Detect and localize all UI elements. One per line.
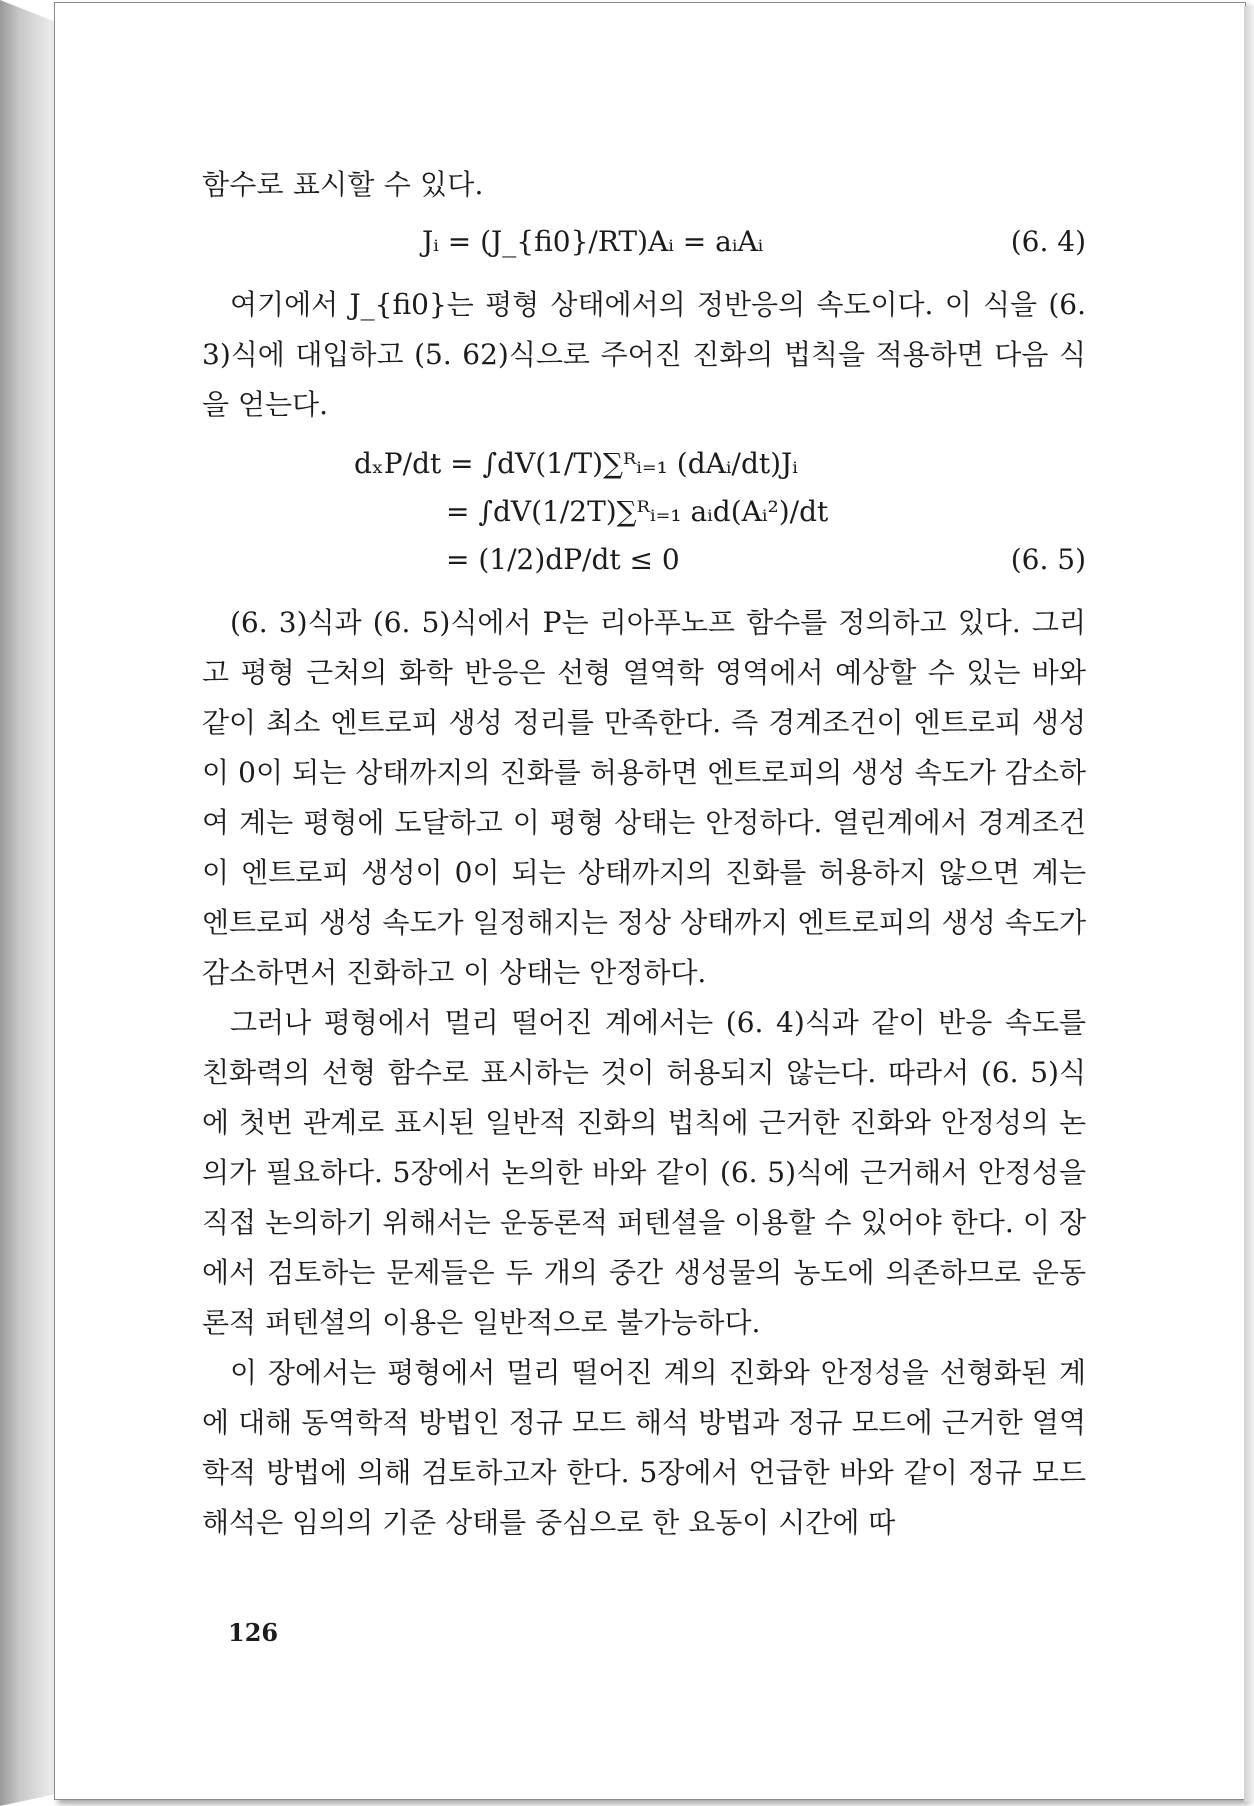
page-content — [202, 160, 1086, 1548]
page-edge-shadow — [1244, 6, 1254, 1802]
paragraph-1: 여기에서 J_{fi0}는 평형 상태에서의 정반응의 속도이다. 이 식을 (6. 3)식에 대입하고 (5. 62)식으로 주어진 진화의 법칙을 적용하면 다음 식을 얻는다. — [202, 288, 1086, 421]
equation-6-5-line-1 — [202, 440, 1086, 488]
paragraph-3: 그러나 평형에서 멀리 떨어진 계에서는 (6. 4)식과 같이 반응 속도를 친화력의 선형 함수로 표시하는 것이 허용되지 않는다. 따라서 (6. 5)식에 첫번 관계로 표시된 일반적 진화의 법칙에 근거한 진화와 안정성의 논의가 필요하다. 5장에서 논의한 바와 같이 (6. 5)식에 근거해서 안정성을 직접 논의하기 위해서는 운동론적 퍼텐셜을 이용할 수 있어야 한다. 이 장에서 검토하는 문제들은 두 개의 중간 생성물의 농도에 의존하므로 운동론적 퍼텐셜의 이용은 일반적으로 불가능하다. — [202, 1006, 1086, 1339]
page-number: 126 — [228, 1618, 279, 1647]
equation-number: (6. 4) — [1010, 225, 1086, 258]
text-line: 함수로 표시할 수 있다. — [202, 168, 484, 201]
equation-body: = (1/2)dP/dt ≤ 0 — [446, 543, 680, 576]
paragraph-4: 이 장에서는 평형에서 멀리 떨어진 계의 진화와 안정성을 선형화된 계에 대해 동역학적 방법인 정규 모드 해석 방법과 정규 모드에 근거한 열역학적 방법에 의해 검토하고자 한다. 5장에서 언급한 바와 같이 정규 모드 해석은 임의의 기준 상태를 중심으로 한 요동이 시간에 따 — [202, 1356, 1086, 1539]
book-spine — [0, 0, 56, 1806]
paragraph-2: (6. 3)식과 (6. 5)식에서 P는 리아푸노프 함수를 정의하고 있다. 그리고 평형 근처의 화학 반응은 선형 열역학 영역에서 예상할 수 있는 바와 같이 최소 엔트로피 생성 정리를 만족한다. 즉 경계조건이 엔트로피 생성이 0이 되는 상태까지의 진화를 허용하면 엔트로피의 생성 속도가 감소하여 계는 평형에 도달하고 이 평형 상태는 안정하다. 열린계에서 경계조건이 엔트로피 생성이 0이 되는 상태까지의 진화를 허용하지 않으면 계는 엔트로피 생성 속도가 일정해지는 정상 상태까지 엔트로피의 생성 속도가 감소하면서 진화하고 이 상태는 안정하다. — [202, 606, 1086, 989]
equation-6-5-line-3 — [202, 536, 1086, 584]
equation-body: dₓP/dt = ∫dV(1/T)∑ᴿᵢ₌₁ (dAᵢ/dt)Jᵢ — [354, 447, 798, 480]
equation-number: (6. 5) — [1010, 543, 1086, 576]
equation-6-4 — [202, 210, 1086, 274]
equation-6-5-line-2 — [202, 488, 1086, 536]
equation-body: Jᵢ = (J_{fi0}/RT)Aᵢ = aᵢAᵢ — [422, 225, 764, 258]
equation-body: = ∫dV(1/2T)∑ᴿᵢ₌₁ aᵢd(Aᵢ²)/dt — [446, 495, 829, 528]
